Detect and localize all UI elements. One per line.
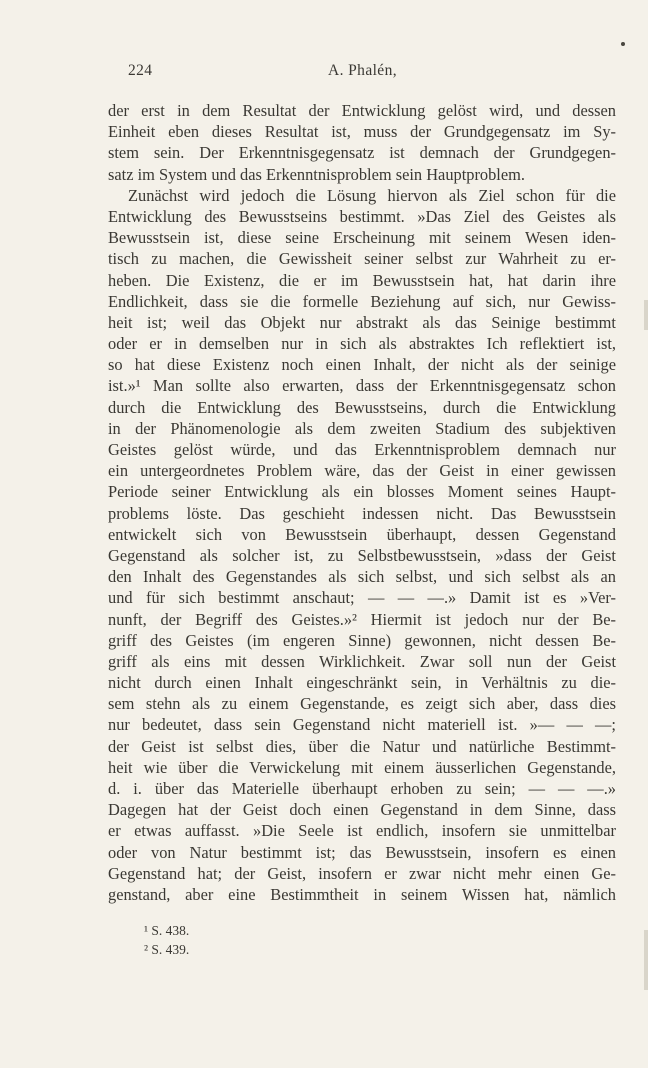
- text-line: er etwas auffasst. »Die Seele ist endlich, insofern sie unmittelbar: [108, 821, 616, 841]
- page-header: [108, 62, 616, 92]
- text-line: griff als eins mit dessen Wirklichkeit. Zwar soll nun der Geist: [108, 651, 616, 671]
- text-line: heit ist; weil das Objekt nur abstrakt als das Seinige bestimmt: [108, 312, 616, 332]
- text-line: Gegenstand hat; der Geist, insofern er zwar nicht mehr einen Ge-: [108, 863, 616, 883]
- margin-dot: [621, 42, 625, 46]
- text-line: Zunächst wird jedoch die Lösung hiervon als Ziel schon für die: [128, 185, 616, 205]
- text-line: der Geist ist selbst dies, über die Natur und natürliche Bestimmt-: [108, 736, 616, 756]
- page-number: 224: [128, 62, 153, 79]
- text-line: ist.»¹ Man sollte also erwarten, dass der Erkenntnisgegensatz schon: [108, 376, 616, 396]
- text-line: ein untergeordnetes Problem wäre, das der Geist in einer gewissen: [108, 461, 616, 481]
- text-line: Geistes gelöst würde, und das Erkenntnisproblem demnach nur: [108, 440, 616, 459]
- text-line: so hat diese Existenz noch einen Inhalt, der nicht als der seinige: [108, 355, 616, 375]
- text-line: heben. Die Existenz, die er im Bewusstsein hat, hat darin ihre: [108, 270, 616, 290]
- text-line: satz im System und das Erkenntnisproblem sein Hauptproblem.: [108, 164, 525, 184]
- footnotes: [108, 921, 616, 959]
- text-line: oder von Natur bestimmt ist; das Bewusstsein, insofern es einen: [108, 842, 616, 862]
- text-line: sem stehn als zu einem Gegenstande, es zeigt sich aber, dass dies: [108, 694, 616, 714]
- text-line: Periode seiner Entwicklung als ein blosses Moment seines Haupt-: [108, 482, 616, 502]
- text-line: nicht durch einen Inhalt eingeschränkt sein, in Verhältnis zu die-: [108, 673, 616, 693]
- text-line: in der Phänomenologie als dem zweiten Stadium des subjektiven: [108, 418, 616, 438]
- page-edge-shadow: [644, 930, 648, 990]
- text-line: nur bedeutet, dass sein Gegenstand nicht materiell ist. »— — —;: [108, 715, 616, 735]
- text-line: oder er in demselben nur in sich als abstraktes Ich reflektiert ist,: [108, 334, 616, 354]
- text-line: durch die Entwicklung des Bewusstseins, durch die Entwicklung: [108, 397, 616, 417]
- page-edge-shadow: [644, 300, 648, 330]
- text-line: Gegenstand als solcher ist, zu Selbstbewusstsein, »dass der Geist: [108, 545, 616, 565]
- text-line: d. i. über das Materielle überhaupt erhoben zu sein; — — —.»: [108, 779, 616, 798]
- text-line: entwickelt sich von Bewusstsein überhaupt, dessen Gegenstand: [108, 524, 616, 544]
- text-line: Endlichkeit, dass sie die formelle Beziehung auf sich, nur Gewiss-: [108, 291, 616, 311]
- footnote: ¹ S. 438.: [144, 923, 190, 939]
- text-line: genstand, aber eine Bestimmtheit in seinem Wissen hat, nämlich: [108, 884, 616, 904]
- book-page: [108, 62, 616, 959]
- text-line: Einheit eben dieses Resultat ist, muss der Grundgegensatz im Sy-: [108, 122, 616, 142]
- text-line: nunft, der Begriff des Geistes.»² Hiermit ist jedoch nur der Be-: [108, 609, 616, 629]
- text-line: den Inhalt des Gegenstandes als sich selbst, und sich selbst als an: [108, 567, 616, 587]
- footnote: ² S. 439.: [144, 942, 190, 958]
- text-line: problems löste. Das geschieht indessen nicht. Das Bewusstsein: [108, 503, 616, 523]
- text-line: Entwicklung des Bewusstseins bestimmt. »Das Ziel des Geistes als: [108, 206, 616, 226]
- text-line: der erst in dem Resultat der Entwicklung gelöst wird, und dessen: [108, 101, 616, 120]
- text-line: Bewusstsein ist, diese seine Erscheinung mit seinem Wesen iden-: [108, 228, 616, 248]
- text-line: tisch zu machen, die Gewissheit seiner selbst zur Wahrheit zu er-: [108, 249, 616, 269]
- text-line: griff des Geistes (im engeren Sinne) gewonnen, nicht dessen Be-: [108, 630, 616, 650]
- text-line: und für sich bestimmt anschaut; — — —.» Damit ist es »Ver-: [108, 588, 616, 608]
- running-head: A. Phalén,: [328, 62, 398, 79]
- text-line: Dagegen hat der Geist doch einen Gegenstand in dem Sinne, dass: [108, 800, 616, 820]
- text-line: heit wie über die Verwickelung mit einem äusserlichen Gegenstande,: [108, 757, 616, 777]
- body-text: [108, 100, 616, 905]
- text-line: stem sein. Der Erkenntnisgegensatz ist demnach der Grundgegen-: [108, 143, 616, 163]
